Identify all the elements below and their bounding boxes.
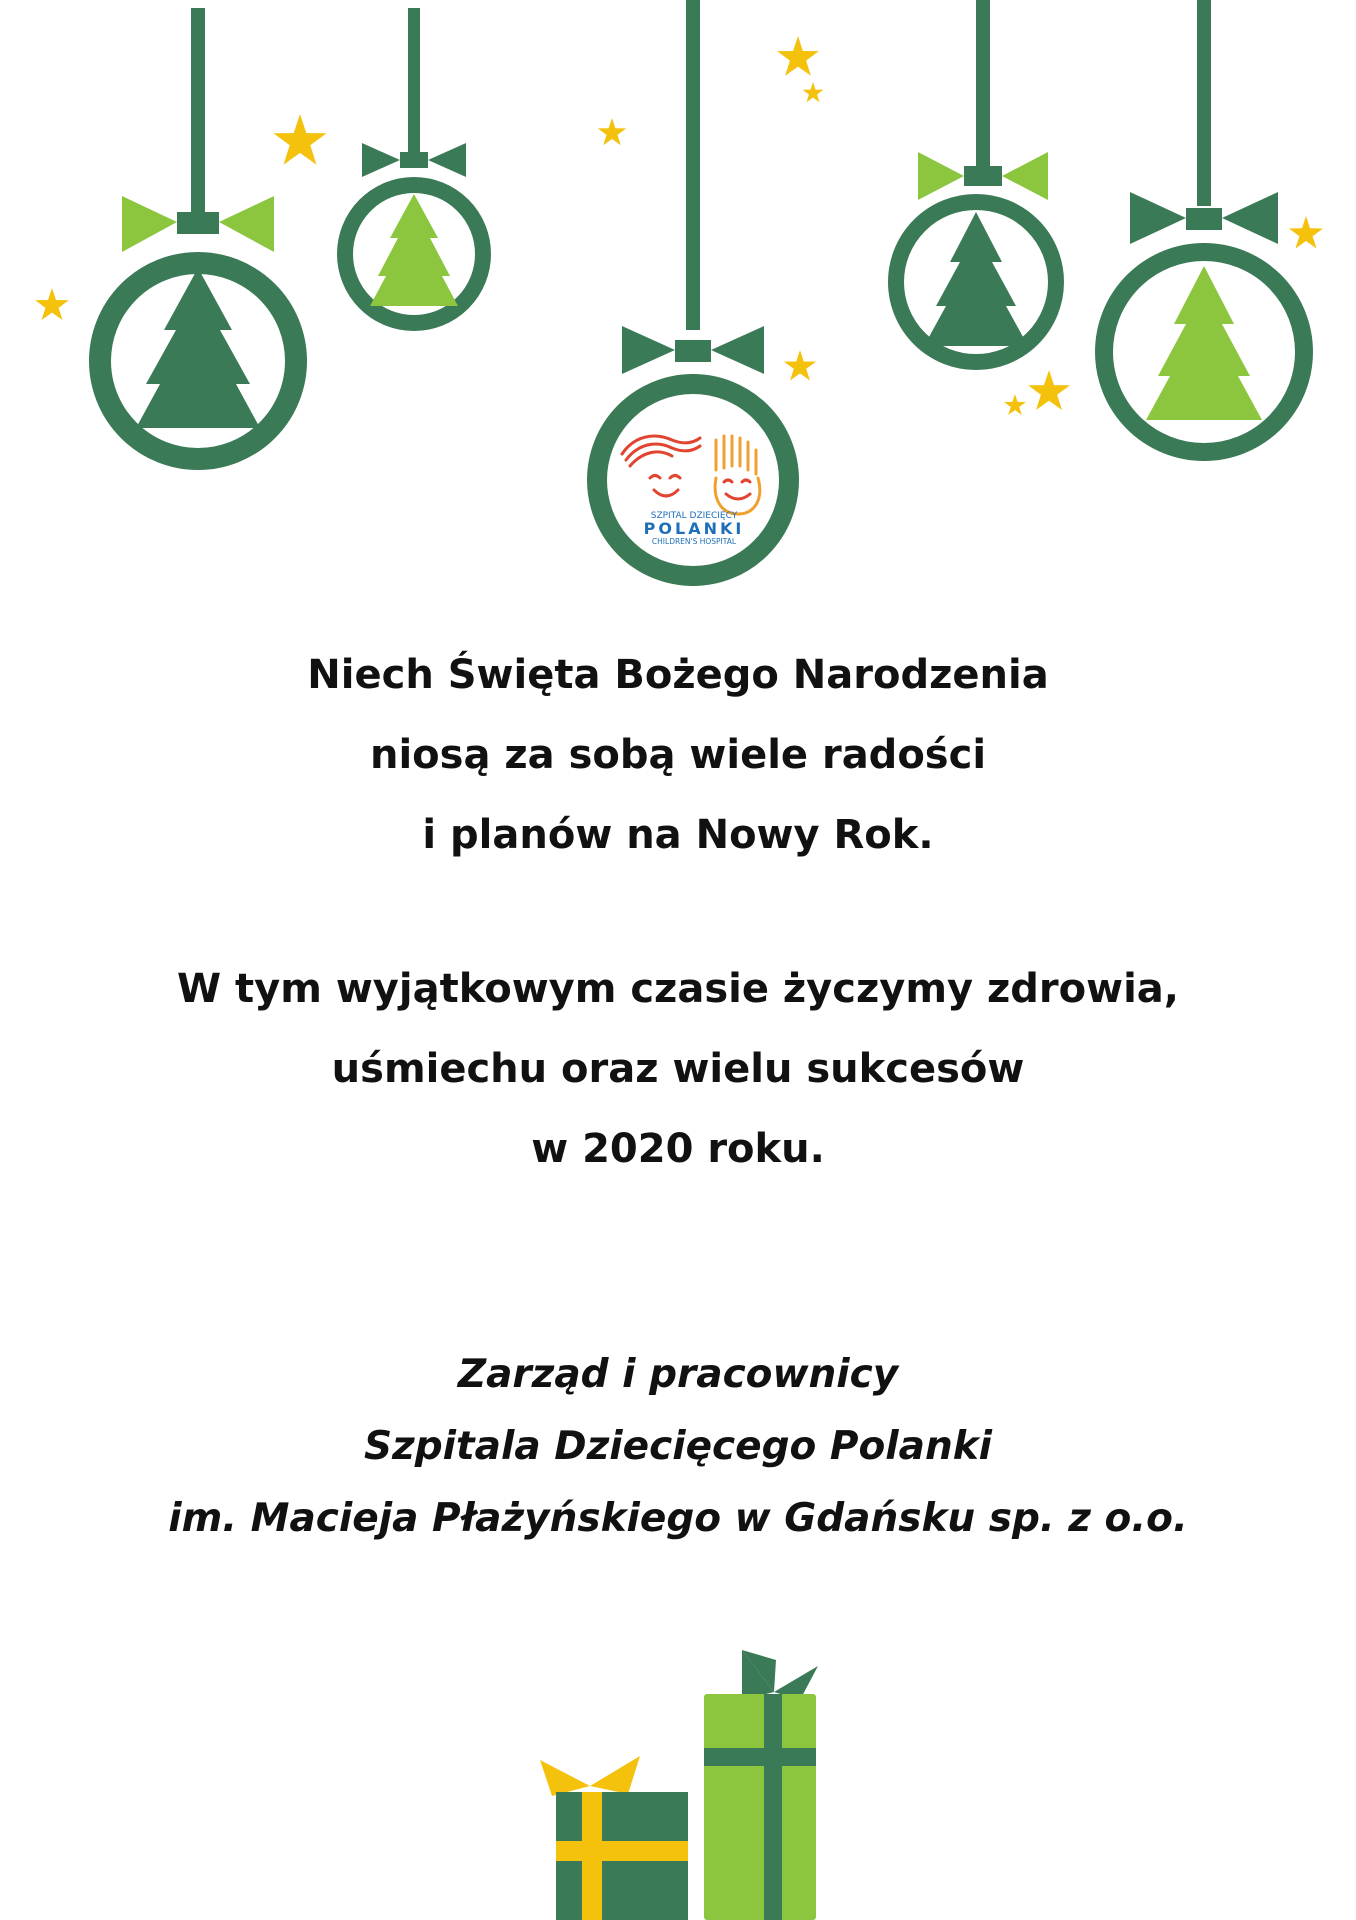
tree-icon [1146,266,1262,420]
star-icon [1289,216,1323,249]
bow-icon [622,326,764,374]
star-icon [777,36,819,76]
star-icon [1028,370,1070,410]
signature-line: Szpitala Dziecięcego Polanki [363,1424,993,1469]
signature-line: im. Macieja Płażyńskiego w Gdańsku sp. z o.o. [168,1496,1188,1541]
greeting-line: i planów na Nowy Rok. [422,812,934,858]
signature-line: Zarząd i pracownicy [457,1352,899,1397]
star-icon [35,288,69,320]
greeting-line: Niech Święta Bożego Narodzenia [307,652,1049,698]
ornament-icon [345,8,483,323]
greeting-line: niosą za sobą wiele radości [369,732,987,778]
ornament-icon [896,0,1056,362]
tree-icon [924,212,1028,346]
logo-line1: SZPITAL DZIECIĘCY [650,511,738,521]
wishes-line: W tym wyjątkowym czasie życzymy zdrowia, [177,966,1179,1012]
ornament-icon [1104,0,1304,452]
star-icon [1004,394,1026,415]
tree-icon [136,268,260,428]
gift-icon-large [704,1650,818,1920]
star-icon [803,82,824,102]
wishes-line: uśmiechu oraz wielu sukcesów [331,1046,1025,1092]
ornament-icon [100,8,296,459]
logo-line2: POLANKI [643,519,745,538]
gift-icon-small [540,1756,688,1920]
star-icon [598,118,627,145]
logo-line3: CHILDREN'S HOSPITAL [651,537,737,546]
wishes-line: w 2020 roku. [531,1126,825,1172]
star-icon [273,114,326,165]
tree-icon [370,194,458,306]
star-icon [784,350,816,381]
